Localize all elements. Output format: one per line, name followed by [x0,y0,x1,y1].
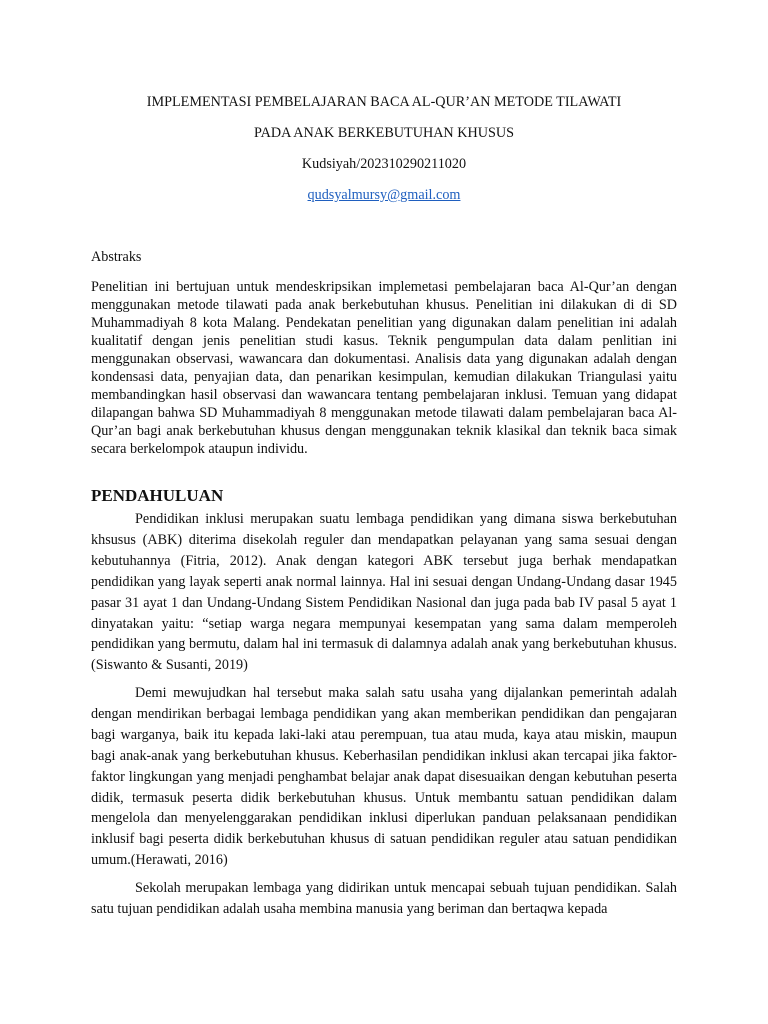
title-line-1: IMPLEMENTASI PEMBELAJARAN BACA AL-QUR’AN METODE TILAWATI [146,94,622,110]
title-line-2: PADA ANAK BERKEBUTUHAN KHUSUS [253,125,514,141]
abstract-text [91,278,677,458]
body-paragraph-1: Pendidikan inklusi merupakan suatu lembaga pendidikan yang dimana siswa berkebutuhan khsusus (ABK) diterima disekolah reguler dan mendapatkan pelayanan yang sama sesuai dengan kebutuhannya (Fitria, 2012). Anak dengan kategori ABK tersebut juga berhak mendapatkan pendidikan yang layak seperti anak normal lainnya. Hal ini sesuai dengan Undang-Undang dasar 1945 pasar 31 ayat 1 dan Undang-Undang Sistem Pendidikan Nasional dan juga pada bab IV pasal 5 ayat 1 dinyatakan yaitu: “setiap warga negara mempunyai kesempatan yang sama dalam memperoleh pendidikan yang bermutu, dalam hal ini termasuk di dalamnya adalah anak yang berkebutuhan khusus.(Siswanto & Susanti, 2019) [91,511,677,674]
email-container [0,187,768,204]
abstract-paragraph: Penelitian ini bertujuan untuk mendeskripsikan implemetasi pembelajaran baca Al-Qur’an dengan menggunakan metode tilawati pada anak berkebutuhan khusus. Penelitian ini dilakukan di di SD Muhammadiyah 8 kota Malang. Pendekatan penelitian yang digunakan dalam penelitian ini adalah kualitatif dengan jenis penelitian studi kasus. Teknik pengumpulan data dalam penlitian ini menggunakan observasi, wawancara dan dokumentasi. Analisis data yang digunakan adalah dengan kondensasi data, penyajian data, dan penarikan kesimpulan, kemudian dilakukan Triangulasi yaitu membandingkan hasil observasi dan wawancara tentang pembelajaran inklusi. Temuan yang didapat dilapangan bahwa SD Muhammadiyah 8 menggunakan metode tilawati dalam pembelajaran baca Al-Qur’an bagi anak berkebutuhan khusus dengan menggunakan teknik klasikal dan teknik baca simak secara berkelompok ataupun individu. [91,279,677,458]
section-heading: PENDAHULUAN [91,486,224,505]
body-paragraph-2: Demi mewujudkan hal tersebut maka salah satu usaha yang dijalankan pemerintah adalah dengan mendirikan berbagai lembaga pendidikan yang akan memberikan pendidikan dan pengajaran bagi warganya, baik itu kepada laki-laki atau perempuan, tua atau muda, kaya atau miskin, maupun bagi anak-anak yang berkebutuhan khusus. Keberhasilan pendidikan inklusi akan tercapai jika faktor-faktor lingkungan yang menjadi penghambat belajar anak dapat disesuaikan dengan kebutuhan peserta didik, termasuk peserta didik berkebutuhan khusus. Untuk membantu satuan pendidikan dalam mengelola dan menyelenggarakan pendidikan inklusi diperlukan panduan pelaksanaan pendidikan inklusif bagi peserta didik berkebutuhan khusus di satuan pendidikan reguler atau satuan pendidikan umum.(Herawati, 2016) [91,685,677,869]
email-link[interactable]: qudsyalmursy@gmail.com [307,187,461,203]
body-paragraph-3: Sekolah merupakan lembaga yang didirikan untuk mencapai sebuah tujuan pendidikan. Salah satu tujuan pendidikan adalah usaha membina manusia yang beriman dan bertaqwa kepada [91,880,677,917]
author-line: Kudsiyah/202310290211020 [301,156,467,172]
abstract-heading: Abstraks [91,249,142,265]
